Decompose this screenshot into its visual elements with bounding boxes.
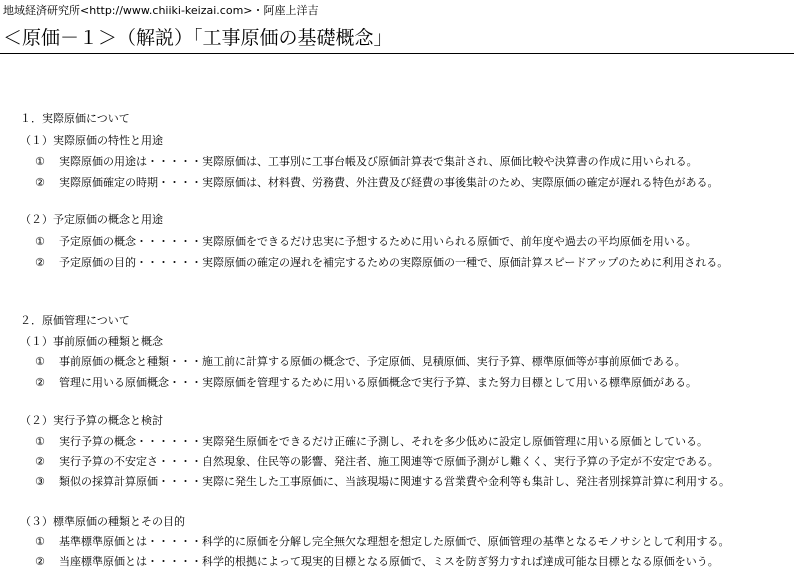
item-number: ② [35,455,45,468]
list-item [35,355,686,369]
subsection-heading: （３）標準原価の種類とその目的 [20,515,185,528]
page-title: ＜原価－１＞（解説）「工事原価の基礎概念」 [3,27,393,49]
item-number: ③ [35,475,45,488]
section-heading: ２．原価管理について [20,314,130,327]
subsection-heading: （１）事前原価の種類と概念 [20,335,163,348]
item-number: ① [35,235,45,248]
list-item [35,455,719,469]
subsection-heading: （２）実行予算の概念と検討 [20,414,163,427]
title-underline [0,53,794,54]
list-item [35,235,697,249]
list-item [35,435,708,449]
item-text: 実際原価確定の時期・・・・実際原価は、材料費、労務費、外注費及び経費の事後集計のため、実際原価の確定が遅れる特色がある。 [59,176,719,189]
list-item [35,176,719,190]
item-text: 当座標準原価とは・・・・・科学的根拠によって現実的目標となる原価で、ミスを防ぎ努力すれば達成可能な目標となる原価をいう。 [59,555,719,568]
item-text: 管理に用いる原価概念・・・実際原価を管理するために用いる原価概念で実行予算、また努力目標として用いる標準原価がある。 [59,376,697,389]
item-number: ① [35,535,45,548]
subsection-heading: （２）予定原価の概念と用途 [20,213,163,226]
item-text: 実行予算の不安定さ・・・・自然現象、住民等の影響、発注者、施工関連等で原価予測がし難くく、実行予算の予定が不安定である。 [59,455,719,468]
item-number: ① [35,435,45,448]
list-item [35,475,730,489]
item-number: ① [35,355,45,368]
list-item [35,535,729,549]
list-item [35,555,719,569]
item-text: 基準標準原価とは・・・・・科学的に原価を分解し完全無欠な理想を想定した原価で、原価管理の基準となるモノサシとして利用する。 [59,535,730,548]
item-number: ② [35,256,45,269]
item-text: 事前原価の概念と種類・・・施工前に計算する原価の概念で、予定原価、見積原価、実行予算、標準原価等が事前原価である。 [59,355,686,368]
item-number: ② [35,376,45,389]
source-line: 地域経済研究所<http://www.chiiki-keizai.com>・阿座上洋吉 [3,4,319,17]
subsection-heading: （１）実際原価の特性と用途 [20,134,163,147]
item-number: ② [35,555,45,568]
section-heading: １．実際原価について [20,112,130,125]
item-text: 実際原価の用途は・・・・・実際原価は、工事別に工事台帳及び原価計算表で集計され、原価比較や決算書の作成に用いられる。 [59,155,698,168]
item-number: ② [35,176,45,189]
item-number: ① [35,155,45,168]
item-text: 実行予算の概念・・・・・・実際発生原価をできるだけ正確に予測し、それを多少低めに設定し原価管理に用いる原価としている。 [59,435,708,448]
item-text: 予定原価の目的・・・・・・実際原価の確定の遅れを補完するための実際原価の一種で、原価計算スピードアップのために利用される。 [59,256,729,269]
list-item [35,155,698,169]
list-item [35,256,728,270]
list-item [35,376,697,390]
item-text: 類似の採算計算原価・・・・実際に発生した工事原価に、当該現場に関連する営業費や金利等も集計し、発注者別採算計算に利用する。 [59,475,730,488]
item-text: 予定原価の概念・・・・・・実際原価をできるだけ忠実に予想するために用いられる原価で、前年度や過去の平均原価を用いる。 [59,235,697,248]
